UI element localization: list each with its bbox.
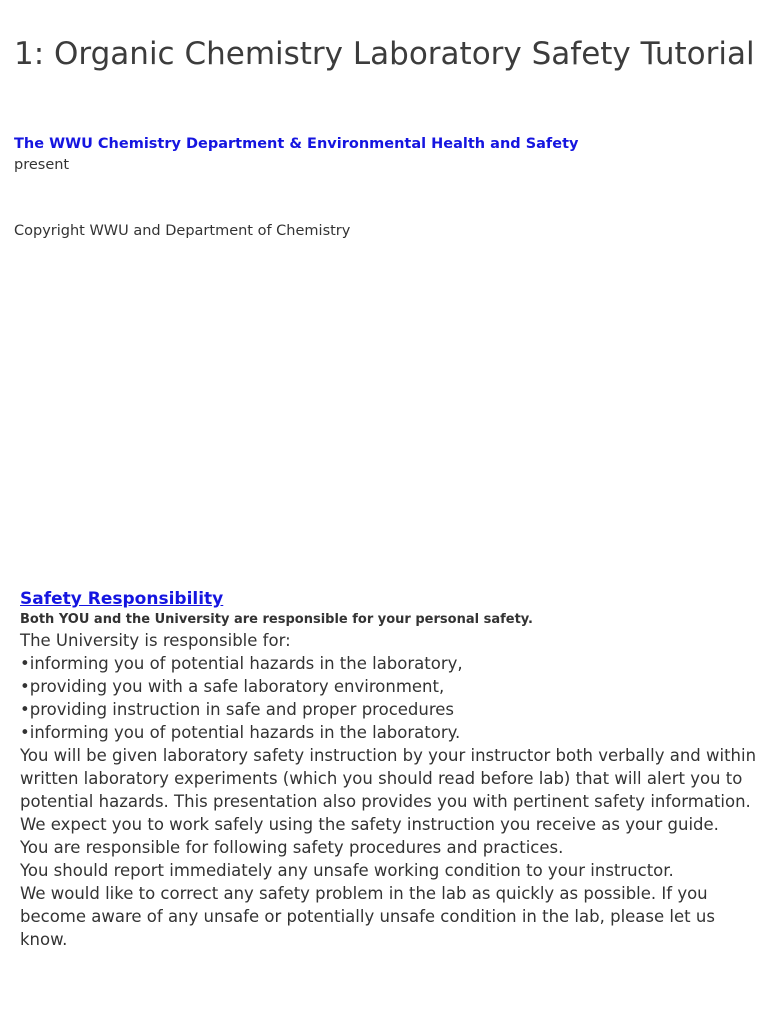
page-title: 1: Organic Chemistry Laboratory Safety Tutorial	[14, 36, 755, 72]
bullet-item: •providing you with a safe laboratory environment,	[20, 677, 445, 696]
bullet-item: •providing instruction in safe and proper procedures	[20, 700, 455, 719]
paragraph-correct: We would like to correct any safety problem in the lab as quickly as possible. If you become aware of any unsafe or potentially unsafe condition in the lab, please let us know.	[20, 884, 715, 949]
bullet-item: •informing you of potential hazards in the laboratory,	[20, 654, 463, 673]
section-subheading: Both YOU and the University are responsible for your personal safety.	[20, 612, 533, 627]
bullet-item: •informing you of potential hazards in the laboratory.	[20, 723, 461, 742]
present-text: present	[14, 157, 70, 173]
safety-responsibility-section	[20, 588, 760, 951]
safety-responsibility-link[interactable]: Safety Responsibility	[20, 589, 224, 609]
paragraph-responsibility: You are responsible for following safety procedures and practices.	[20, 838, 564, 857]
copyright-notice: Copyright WWU and Department of Chemistry	[14, 223, 351, 239]
paragraph-instruction: You will be given laboratory safety instruction by your instructor both verbally and within written laboratory experiments (which you should read before lab) that will alert you to potential hazards. This presentation also provides you with pertinent safety information.	[20, 746, 757, 811]
university-responsibility-intro: The University is responsible for:	[20, 631, 291, 650]
presenter-line: The WWU Chemistry Department & Environmental Health and Safety	[14, 136, 579, 152]
paragraph-report: You should report immediately any unsafe working condition to your instructor.	[20, 861, 674, 880]
paragraph-expectation: We expect you to work safely using the safety instruction you receive as your guide.	[20, 815, 719, 834]
